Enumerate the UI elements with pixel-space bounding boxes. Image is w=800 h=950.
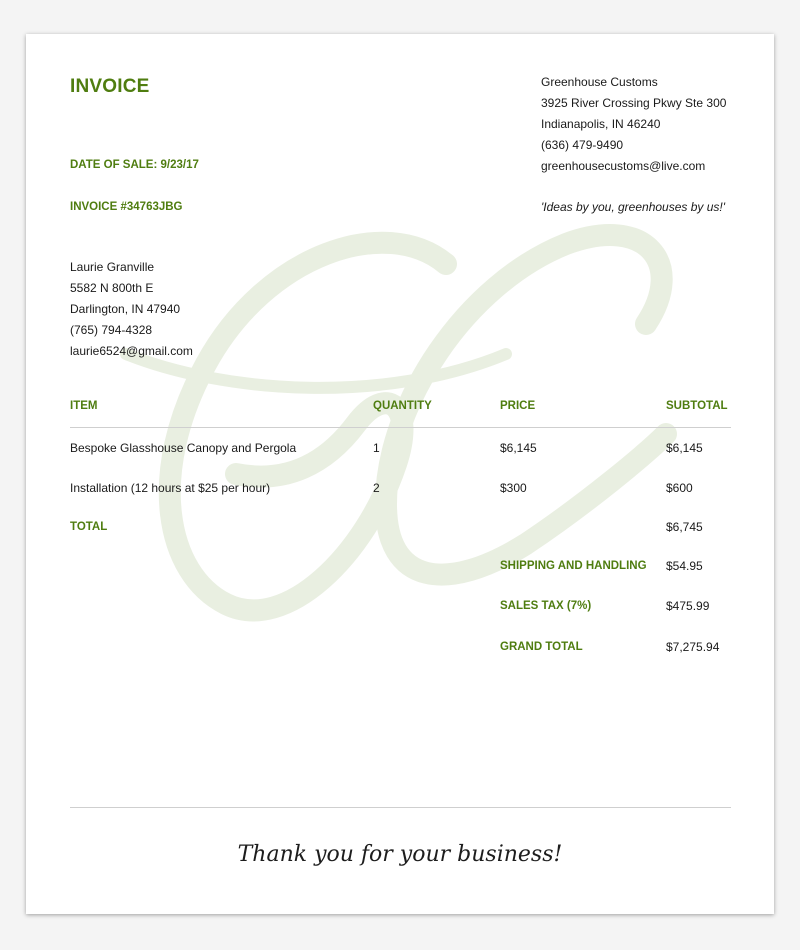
thank-you-message: Thank you for your business! [237,842,563,867]
customer-email: laurie6524@gmail.com [70,344,193,358]
column-header-subtotal: SUBTOTAL [666,400,728,412]
company-name: Greenhouse Customs [541,75,658,89]
customer-phone: (765) 794-4328 [70,323,153,337]
invoice-number: INVOICE #34763JBG [70,201,183,213]
date-of-sale: DATE OF SALE: 9/23/17 [70,159,199,171]
row-price: $6,145 [500,441,537,455]
grand-total-label: GRAND TOTAL [500,641,583,653]
row-subtotal: $6,145 [666,441,703,455]
customer-name: Laurie Granville [70,260,155,274]
company-address-line-1: 3925 River Crossing Pkwy Ste 300 [541,96,727,110]
invoice-page [26,34,774,914]
customer-info [70,257,193,362]
company-info [541,72,726,177]
customer-address-line-2: Darlington, IN 47940 [70,302,181,316]
row-quantity: 2 [373,481,380,495]
table-header-divider [70,427,731,428]
row-subtotal: $600 [666,481,693,495]
shipping-label: SHIPPING AND HANDLING [500,560,647,572]
customer-address-line-1: 5582 N 800th E [70,281,154,295]
row-item: Bespoke Glasshouse Canopy and Pergola [70,441,297,455]
row-item: Installation (12 hours at $25 per hour) [70,481,271,495]
company-email: greenhousecustoms@live.com [541,159,706,173]
row-quantity: 1 [373,441,380,455]
invoice-title: INVOICE [70,76,150,97]
shipping-value: $54.95 [666,559,703,573]
company-tagline: 'Ideas by you, greenhouses by us!' [541,200,726,214]
sales-tax-label: SALES TAX (7%) [500,600,592,612]
total-label: TOTAL [70,521,108,533]
footer-divider [70,807,731,808]
grand-total-value: $7,275.94 [666,640,720,654]
company-phone: (636) 479-9490 [541,138,624,152]
column-header-price: PRICE [500,400,536,412]
company-address-line-2: Indianapolis, IN 46240 [541,117,661,131]
column-header-quantity: QUANTITY [373,400,432,412]
total-value: $6,745 [666,520,703,534]
sales-tax-value: $475.99 [666,599,710,613]
row-price: $300 [500,481,527,495]
column-header-item: ITEM [70,400,98,412]
